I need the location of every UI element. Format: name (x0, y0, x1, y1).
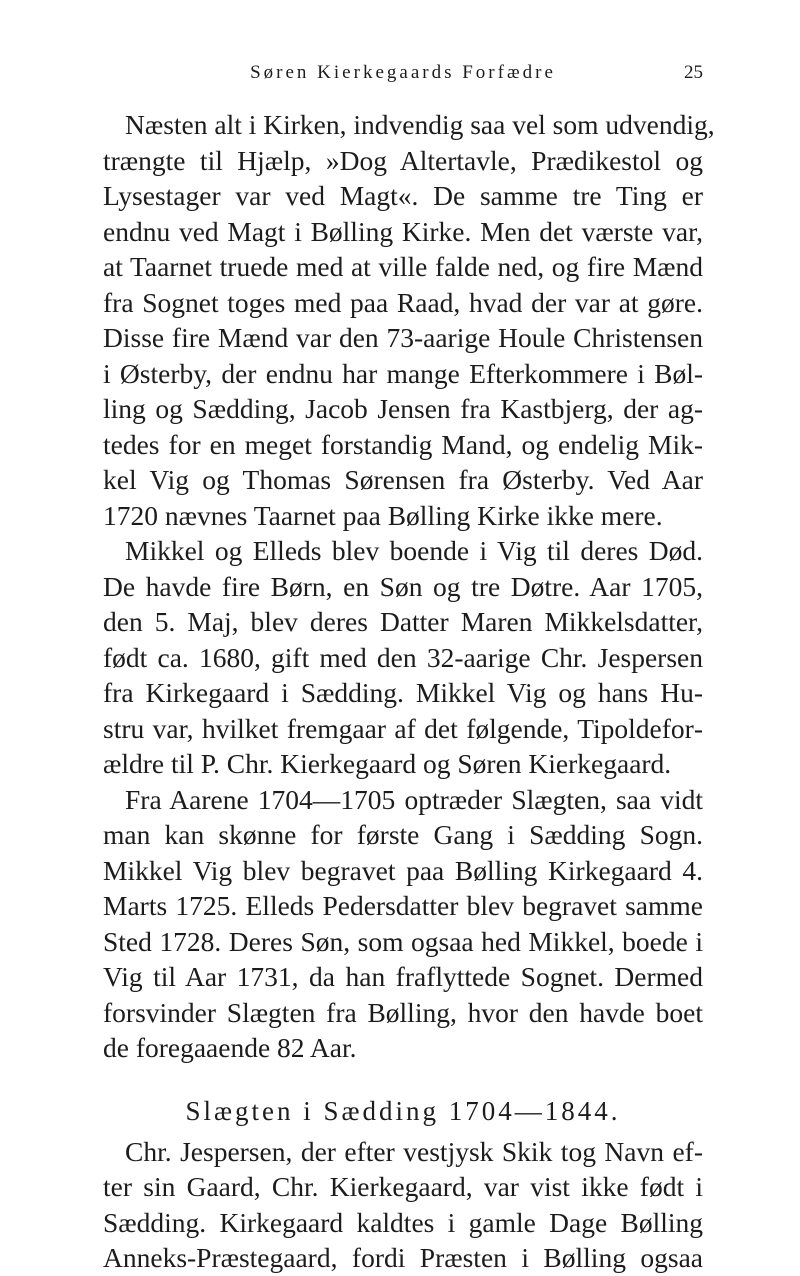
text-line: tedes for en meget forstandig Mand, og endelig Mik‑ (103, 428, 703, 460)
page-number: 25 (684, 62, 703, 83)
paragraph-1 (103, 107, 715, 533)
text-line: i Østerby, der endnu har mange Efterkommere i Bøl‑ (103, 357, 703, 389)
body-text (103, 107, 715, 1276)
text-line: ling og Sædding, Jacob Jensen fra Kastbjerg, der ag‑ (103, 393, 703, 424)
text-line: at Taarnet truede med at ville falde ned, og fire Mænd (103, 251, 703, 282)
text-line: Fra Aarene 1704—1705 optræder Slægten, saa vidt (125, 783, 703, 815)
text-line: ældre til P. Chr. Kierkegaard og Søren Kierkegaard. (103, 748, 672, 779)
paragraph-3 (103, 782, 703, 1066)
section-heading: Slægten i Sædding 1704—1844. (185, 1095, 621, 1126)
text-line: født ca. 1680, gift med den 32‑aarige Chr. Jespersen (103, 641, 703, 673)
text-line: Lysestager var ved Magt«. De samme tre Ting er (103, 180, 703, 211)
text-line: Anneks‑Præstegaard, fordi Præsten i Bølling ogsaa (103, 1242, 703, 1273)
text-line: den 5. Maj, blev deres Datter Maren Mikkelsdatter, (103, 606, 703, 637)
text-line: endnu ved Magt i Bølling Kirke. Men det værste var, (103, 215, 703, 247)
text-line: 1720 nævnes Taarnet paa Bølling Kirke ikke mere. (103, 499, 663, 531)
text-line: Mikkel Vig blev begravet paa Bølling Kirkegaard 4. (103, 854, 703, 886)
text-line: stru var, hvilket fremgaar af det følgende, Tipoldefor‑ (103, 712, 703, 744)
text-line: Sædding. Kirkegaard kaldtes i gamle Dage Bølling (103, 1206, 703, 1238)
text-line: Sted 1728. Deres Søn, som ogsaa hed Mikkel, boede i (103, 925, 703, 957)
running-title: Søren Kierkegaards Forfædre (250, 62, 556, 83)
text-line: Næsten alt i Kirken, indvendig saa vel som udvendig, (125, 109, 715, 140)
text-line: Mikkel og Elleds blev boende i Vig til deres Død. (125, 535, 703, 566)
running-head (103, 60, 703, 88)
text-line: De havde fire Børn, en Søn og tre Døtre. Aar 1705, (103, 570, 703, 602)
text-line: de foregaaende 82 Aar. (103, 1032, 357, 1063)
text-line: Chr. Jespersen, der efter vestjysk Skik tog Navn ef‑ (125, 1135, 703, 1167)
paragraph-4 (103, 1134, 703, 1276)
text-line: ter sin Gaard, Chr. Kierkegaard, var vist ikke født i (103, 1171, 703, 1202)
text-line: fra Kirkegaard i Sædding. Mikkel Vig og hans Hu‑ (103, 677, 703, 708)
text-line: man kan skønne for første Gang i Sædding Sogn. (103, 819, 703, 850)
text-line: forsvinder Slægten fra Bølling, hvor den havde boet (103, 996, 703, 1028)
text-line: Vig til Aar 1731, da han fraflyttede Sognet. Dermed (103, 961, 703, 992)
text-line: Disse fire Mænd var den 73‑aarige Houle Christensen (103, 322, 703, 353)
text-line: trængte til Hjælp, »Dog Altertavle, Prædikestol og (103, 144, 703, 176)
text-line: Marts 1725. Elleds Pedersdatter blev begravet samme (103, 890, 703, 921)
text-line: kel Vig og Thomas Sørensen fra Østerby. Ved Aar (103, 464, 703, 495)
paragraph-2 (103, 533, 703, 782)
text-line: fra Sognet toges med paa Raad, hvad der var at gøre. (103, 286, 703, 318)
